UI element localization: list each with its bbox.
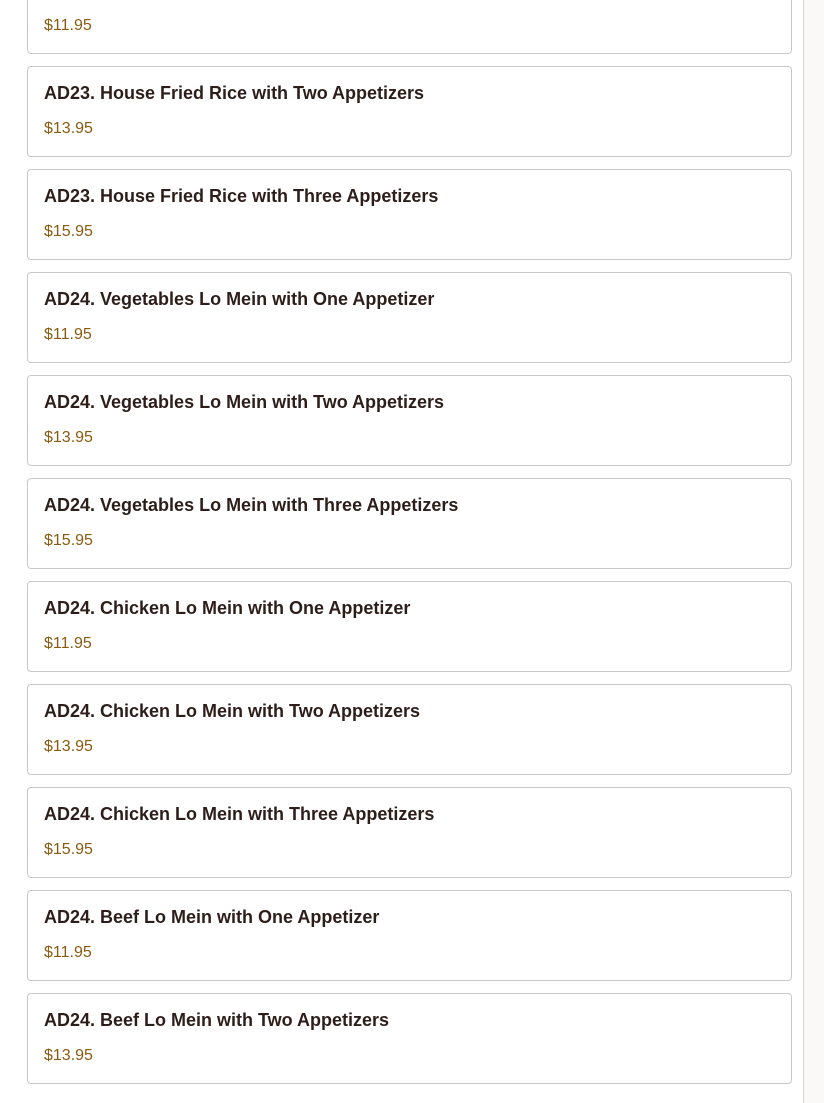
menu-item-card[interactable] [27, 272, 792, 363]
menu-item-card[interactable] [27, 890, 792, 981]
menu-item-name: AD24. Chicken Lo Mein with One Appetizer [44, 598, 411, 618]
menu-item-price: $11.95 [44, 326, 92, 343]
menu-item-card[interactable] [27, 581, 792, 672]
menu-item-card[interactable] [27, 375, 792, 466]
menu-item-price: $11.95 [44, 635, 92, 652]
menu-item-price: $15.95 [44, 841, 93, 858]
menu-item-price: $13.95 [44, 1047, 93, 1064]
menu-item-price: $11.95 [44, 17, 92, 34]
menu-item-name: AD24. Vegetables Lo Mein with One Appetizer [44, 289, 435, 309]
menu-item-card[interactable] [27, 478, 792, 569]
menu-item-price: $15.95 [44, 532, 93, 549]
menu-item-card[interactable] [27, 684, 792, 775]
menu-item-name: AD24. Chicken Lo Mein with Two Appetizers [44, 701, 421, 721]
menu-item-name: AD24. Beef Lo Mein with Two Appetizers [44, 1010, 390, 1030]
menu-item-card[interactable] [27, 66, 792, 157]
menu-item-card[interactable] [27, 787, 792, 878]
menu-item-name: AD23. House Fried Rice with Three Appetizers [44, 186, 439, 206]
menu-item-name: AD23. House Fried Rice with Two Appetizers [44, 83, 425, 103]
menu-item-price: $15.95 [44, 223, 93, 240]
menu-item-name: AD24. Beef Lo Mein with One Appetizer [44, 907, 380, 927]
menu-item-price: $13.95 [44, 429, 93, 446]
menu-item-price: $13.95 [44, 120, 93, 137]
menu-item-name: AD24. Vegetables Lo Mein with Two Appetizers [44, 392, 445, 412]
menu-item-price: $13.95 [44, 738, 93, 755]
menu-item-card[interactable] [27, 169, 792, 260]
menu-item-list [27, 0, 792, 1096]
menu-item-name: AD24. Chicken Lo Mein with Three Appetizers [44, 804, 435, 824]
menu-item-name: AD24. Vegetables Lo Mein with Three Appetizers [44, 495, 459, 515]
menu-item-price: $11.95 [44, 944, 92, 961]
menu-item-card[interactable] [27, 993, 792, 1084]
menu-item-card[interactable] [27, 0, 792, 54]
